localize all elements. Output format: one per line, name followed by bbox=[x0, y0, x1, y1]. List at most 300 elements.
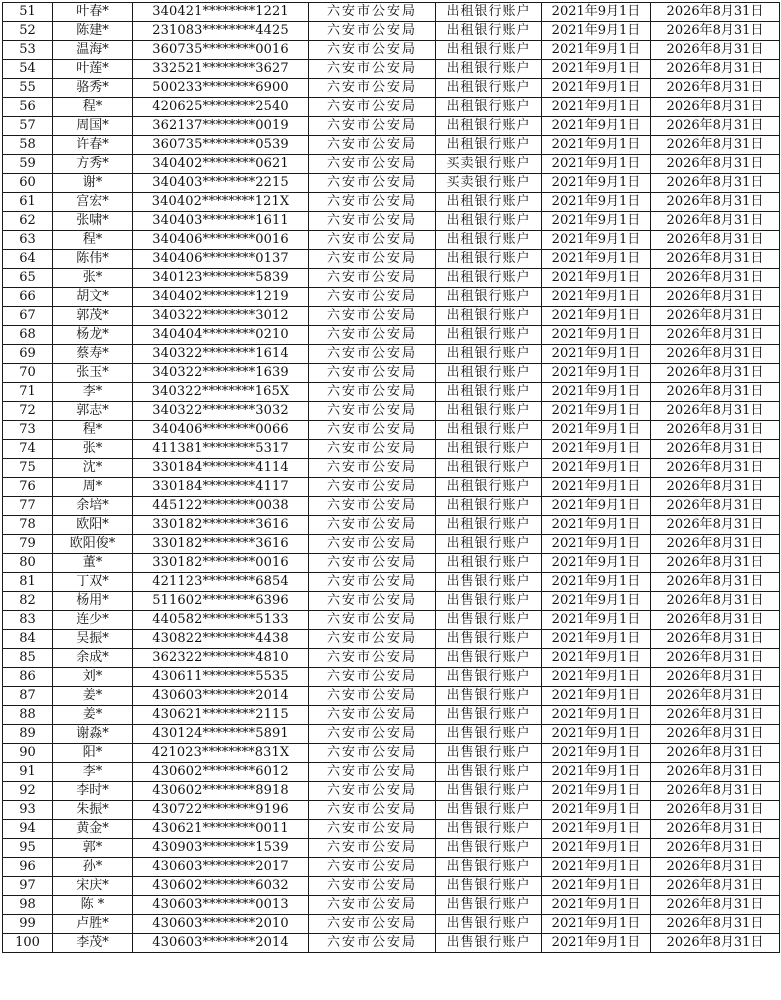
agency-cell: 六安市公安局 bbox=[309, 41, 436, 60]
id-number-cell: 430603********2014 bbox=[133, 687, 309, 706]
table-row bbox=[3, 3, 780, 22]
start-date-cell: 2021年9月1日 bbox=[542, 611, 651, 630]
id-number-cell: 330182********3616 bbox=[133, 516, 309, 535]
id-number-cell: 340406********0066 bbox=[133, 421, 309, 440]
table-row bbox=[3, 459, 780, 478]
end-date-cell: 2026年8月31日 bbox=[651, 535, 780, 554]
agency-cell: 六安市公安局 bbox=[309, 459, 436, 478]
reason-cell: 买卖银行账户 bbox=[436, 155, 542, 174]
end-date-cell: 2026年8月31日 bbox=[651, 706, 780, 725]
agency-cell: 六安市公安局 bbox=[309, 3, 436, 22]
start-date-cell: 2021年9月1日 bbox=[542, 326, 651, 345]
table-row bbox=[3, 668, 780, 687]
row-number-cell: 74 bbox=[3, 440, 53, 459]
reason-cell: 出售银行账户 bbox=[436, 934, 542, 953]
id-number-cell: 421123********6854 bbox=[133, 573, 309, 592]
id-number-cell: 340322********1639 bbox=[133, 364, 309, 383]
row-number-cell: 57 bbox=[3, 117, 53, 136]
table-row bbox=[3, 193, 780, 212]
end-date-cell: 2026年8月31日 bbox=[651, 858, 780, 877]
reason-cell: 出售银行账户 bbox=[436, 763, 542, 782]
end-date-cell: 2026年8月31日 bbox=[651, 231, 780, 250]
name-cell: 许春* bbox=[53, 136, 133, 155]
id-number-cell: 430621********2115 bbox=[133, 706, 309, 725]
id-number-cell: 340322********3032 bbox=[133, 402, 309, 421]
end-date-cell: 2026年8月31日 bbox=[651, 269, 780, 288]
id-number-cell: 430602********6032 bbox=[133, 877, 309, 896]
agency-cell: 六安市公安局 bbox=[309, 573, 436, 592]
id-number-cell: 340406********0016 bbox=[133, 231, 309, 250]
start-date-cell: 2021年9月1日 bbox=[542, 554, 651, 573]
start-date-cell: 2021年9月1日 bbox=[542, 820, 651, 839]
reason-cell: 出售银行账户 bbox=[436, 896, 542, 915]
agency-cell: 六安市公安局 bbox=[309, 687, 436, 706]
start-date-cell: 2021年9月1日 bbox=[542, 896, 651, 915]
row-number-cell: 51 bbox=[3, 3, 53, 22]
reason-cell: 出租银行账户 bbox=[436, 440, 542, 459]
end-date-cell: 2026年8月31日 bbox=[651, 326, 780, 345]
agency-cell: 六安市公安局 bbox=[309, 630, 436, 649]
agency-cell: 六安市公安局 bbox=[309, 326, 436, 345]
id-number-cell: 430611********5535 bbox=[133, 668, 309, 687]
start-date-cell: 2021年9月1日 bbox=[542, 117, 651, 136]
row-number-cell: 53 bbox=[3, 41, 53, 60]
row-number-cell: 87 bbox=[3, 687, 53, 706]
id-number-cell: 411381********5317 bbox=[133, 440, 309, 459]
agency-cell: 六安市公安局 bbox=[309, 22, 436, 41]
end-date-cell: 2026年8月31日 bbox=[651, 516, 780, 535]
name-cell: 杨用* bbox=[53, 592, 133, 611]
row-number-cell: 62 bbox=[3, 212, 53, 231]
table-row bbox=[3, 573, 780, 592]
table-row bbox=[3, 136, 780, 155]
row-number-cell: 56 bbox=[3, 98, 53, 117]
end-date-cell: 2026年8月31日 bbox=[651, 79, 780, 98]
end-date-cell: 2026年8月31日 bbox=[651, 421, 780, 440]
id-number-cell: 430602********8918 bbox=[133, 782, 309, 801]
reason-cell: 出售银行账户 bbox=[436, 801, 542, 820]
row-number-cell: 76 bbox=[3, 478, 53, 497]
agency-cell: 六安市公安局 bbox=[309, 858, 436, 877]
start-date-cell: 2021年9月1日 bbox=[542, 136, 651, 155]
id-number-cell: 340402********0621 bbox=[133, 155, 309, 174]
name-cell: 欧阳俊* bbox=[53, 535, 133, 554]
reason-cell: 出租银行账户 bbox=[436, 288, 542, 307]
table-row bbox=[3, 231, 780, 250]
end-date-cell: 2026年8月31日 bbox=[651, 98, 780, 117]
row-number-cell: 60 bbox=[3, 174, 53, 193]
start-date-cell: 2021年9月1日 bbox=[542, 421, 651, 440]
reason-cell: 出售银行账户 bbox=[436, 706, 542, 725]
table-row bbox=[3, 649, 780, 668]
name-cell: 叶莲* bbox=[53, 60, 133, 79]
table-row bbox=[3, 440, 780, 459]
end-date-cell: 2026年8月31日 bbox=[651, 174, 780, 193]
start-date-cell: 2021年9月1日 bbox=[542, 440, 651, 459]
id-number-cell: 430603********2014 bbox=[133, 934, 309, 953]
agency-cell: 六安市公安局 bbox=[309, 345, 436, 364]
reason-cell: 出售银行账户 bbox=[436, 687, 542, 706]
table-row bbox=[3, 858, 780, 877]
name-cell: 孙* bbox=[53, 858, 133, 877]
table-row bbox=[3, 41, 780, 60]
table-row bbox=[3, 725, 780, 744]
name-cell: 骆秀* bbox=[53, 79, 133, 98]
id-number-cell: 430124********5891 bbox=[133, 725, 309, 744]
table-row bbox=[3, 535, 780, 554]
table-row bbox=[3, 364, 780, 383]
agency-cell: 六安市公安局 bbox=[309, 592, 436, 611]
start-date-cell: 2021年9月1日 bbox=[542, 839, 651, 858]
row-number-cell: 86 bbox=[3, 668, 53, 687]
reason-cell: 出售银行账户 bbox=[436, 592, 542, 611]
start-date-cell: 2021年9月1日 bbox=[542, 478, 651, 497]
id-number-cell: 340404********0210 bbox=[133, 326, 309, 345]
start-date-cell: 2021年9月1日 bbox=[542, 801, 651, 820]
reason-cell: 出租银行账户 bbox=[436, 459, 542, 478]
name-cell: 蔡寿* bbox=[53, 345, 133, 364]
agency-cell: 六安市公安局 bbox=[309, 706, 436, 725]
end-date-cell: 2026年8月31日 bbox=[651, 250, 780, 269]
agency-cell: 六安市公安局 bbox=[309, 668, 436, 687]
id-number-cell: 430621********0011 bbox=[133, 820, 309, 839]
reason-cell: 出租银行账户 bbox=[436, 516, 542, 535]
agency-cell: 六安市公安局 bbox=[309, 801, 436, 820]
table-row bbox=[3, 383, 780, 402]
name-cell: 郭志* bbox=[53, 402, 133, 421]
reason-cell: 出租银行账户 bbox=[436, 117, 542, 136]
id-number-cell: 340421********1221 bbox=[133, 3, 309, 22]
table-body bbox=[3, 3, 780, 953]
reason-cell: 出售银行账户 bbox=[436, 573, 542, 592]
name-cell: 沈* bbox=[53, 459, 133, 478]
name-cell: 程* bbox=[53, 421, 133, 440]
id-number-cell: 330182********0016 bbox=[133, 554, 309, 573]
row-number-cell: 100 bbox=[3, 934, 53, 953]
table-row bbox=[3, 79, 780, 98]
agency-cell: 六安市公安局 bbox=[309, 478, 436, 497]
name-cell: 郭茂* bbox=[53, 307, 133, 326]
reason-cell: 买卖银行账户 bbox=[436, 174, 542, 193]
row-number-cell: 93 bbox=[3, 801, 53, 820]
row-number-cell: 92 bbox=[3, 782, 53, 801]
id-number-cell: 340403********1611 bbox=[133, 212, 309, 231]
table-row bbox=[3, 307, 780, 326]
agency-cell: 六安市公安局 bbox=[309, 231, 436, 250]
table-row bbox=[3, 22, 780, 41]
reason-cell: 出租银行账户 bbox=[436, 60, 542, 79]
reason-cell: 出售银行账户 bbox=[436, 649, 542, 668]
table-row bbox=[3, 630, 780, 649]
row-number-cell: 73 bbox=[3, 421, 53, 440]
agency-cell: 六安市公安局 bbox=[309, 193, 436, 212]
reason-cell: 出售银行账户 bbox=[436, 611, 542, 630]
table-row bbox=[3, 554, 780, 573]
reason-cell: 出租银行账户 bbox=[436, 269, 542, 288]
agency-cell: 六安市公安局 bbox=[309, 288, 436, 307]
agency-cell: 六安市公安局 bbox=[309, 174, 436, 193]
start-date-cell: 2021年9月1日 bbox=[542, 934, 651, 953]
name-cell: 李时* bbox=[53, 782, 133, 801]
agency-cell: 六安市公安局 bbox=[309, 611, 436, 630]
id-number-cell: 445122********0038 bbox=[133, 497, 309, 516]
start-date-cell: 2021年9月1日 bbox=[542, 22, 651, 41]
start-date-cell: 2021年9月1日 bbox=[542, 687, 651, 706]
agency-cell: 六安市公安局 bbox=[309, 364, 436, 383]
id-number-cell: 340123********5839 bbox=[133, 269, 309, 288]
row-number-cell: 82 bbox=[3, 592, 53, 611]
name-cell: 张玉* bbox=[53, 364, 133, 383]
table-row bbox=[3, 839, 780, 858]
reason-cell: 出售银行账户 bbox=[436, 630, 542, 649]
name-cell: 阳* bbox=[53, 744, 133, 763]
id-number-cell: 430602********6012 bbox=[133, 763, 309, 782]
row-number-cell: 85 bbox=[3, 649, 53, 668]
table-row bbox=[3, 155, 780, 174]
start-date-cell: 2021年9月1日 bbox=[542, 706, 651, 725]
row-number-cell: 94 bbox=[3, 820, 53, 839]
name-cell: 吴振* bbox=[53, 630, 133, 649]
reason-cell: 出租银行账户 bbox=[436, 136, 542, 155]
reason-cell: 出售银行账户 bbox=[436, 858, 542, 877]
end-date-cell: 2026年8月31日 bbox=[651, 459, 780, 478]
start-date-cell: 2021年9月1日 bbox=[542, 307, 651, 326]
agency-cell: 六安市公安局 bbox=[309, 269, 436, 288]
table-row bbox=[3, 782, 780, 801]
end-date-cell: 2026年8月31日 bbox=[651, 782, 780, 801]
reason-cell: 出租银行账户 bbox=[436, 497, 542, 516]
name-cell: 杨龙* bbox=[53, 326, 133, 345]
row-number-cell: 79 bbox=[3, 535, 53, 554]
id-number-cell: 430903********1539 bbox=[133, 839, 309, 858]
end-date-cell: 2026年8月31日 bbox=[651, 288, 780, 307]
id-number-cell: 430822********4438 bbox=[133, 630, 309, 649]
table-row bbox=[3, 744, 780, 763]
agency-cell: 六安市公安局 bbox=[309, 402, 436, 421]
id-number-cell: 340402********121X bbox=[133, 193, 309, 212]
start-date-cell: 2021年9月1日 bbox=[542, 782, 651, 801]
name-cell: 程* bbox=[53, 98, 133, 117]
reason-cell: 出租银行账户 bbox=[436, 250, 542, 269]
agency-cell: 六安市公安局 bbox=[309, 421, 436, 440]
id-number-cell: 430603********2017 bbox=[133, 858, 309, 877]
id-number-cell: 340403********2215 bbox=[133, 174, 309, 193]
name-cell: 陈 * bbox=[53, 896, 133, 915]
name-cell: 董* bbox=[53, 554, 133, 573]
start-date-cell: 2021年9月1日 bbox=[542, 573, 651, 592]
id-number-cell: 440582********5133 bbox=[133, 611, 309, 630]
start-date-cell: 2021年9月1日 bbox=[542, 364, 651, 383]
end-date-cell: 2026年8月31日 bbox=[651, 934, 780, 953]
start-date-cell: 2021年9月1日 bbox=[542, 858, 651, 877]
id-number-cell: 340322********165X bbox=[133, 383, 309, 402]
start-date-cell: 2021年9月1日 bbox=[542, 516, 651, 535]
punishment-list-sheet bbox=[2, 2, 779, 998]
id-number-cell: 511602********6396 bbox=[133, 592, 309, 611]
end-date-cell: 2026年8月31日 bbox=[651, 592, 780, 611]
start-date-cell: 2021年9月1日 bbox=[542, 231, 651, 250]
id-number-cell: 340402********1219 bbox=[133, 288, 309, 307]
id-number-cell: 231083********4425 bbox=[133, 22, 309, 41]
start-date-cell: 2021年9月1日 bbox=[542, 915, 651, 934]
start-date-cell: 2021年9月1日 bbox=[542, 592, 651, 611]
name-cell: 宋庆* bbox=[53, 877, 133, 896]
row-number-cell: 84 bbox=[3, 630, 53, 649]
row-number-cell: 61 bbox=[3, 193, 53, 212]
start-date-cell: 2021年9月1日 bbox=[542, 174, 651, 193]
start-date-cell: 2021年9月1日 bbox=[542, 383, 651, 402]
row-number-cell: 64 bbox=[3, 250, 53, 269]
name-cell: 张* bbox=[53, 440, 133, 459]
id-number-cell: 430722********9196 bbox=[133, 801, 309, 820]
end-date-cell: 2026年8月31日 bbox=[651, 801, 780, 820]
name-cell: 姜* bbox=[53, 687, 133, 706]
agency-cell: 六安市公安局 bbox=[309, 744, 436, 763]
reason-cell: 出租银行账户 bbox=[436, 22, 542, 41]
start-date-cell: 2021年9月1日 bbox=[542, 79, 651, 98]
id-number-cell: 340322********3012 bbox=[133, 307, 309, 326]
agency-cell: 六安市公安局 bbox=[309, 649, 436, 668]
reason-cell: 出租银行账户 bbox=[436, 231, 542, 250]
name-cell: 丁双* bbox=[53, 573, 133, 592]
name-cell: 李* bbox=[53, 763, 133, 782]
start-date-cell: 2021年9月1日 bbox=[542, 345, 651, 364]
end-date-cell: 2026年8月31日 bbox=[651, 136, 780, 155]
id-number-cell: 500233********6900 bbox=[133, 79, 309, 98]
end-date-cell: 2026年8月31日 bbox=[651, 22, 780, 41]
name-cell: 余成* bbox=[53, 649, 133, 668]
name-cell: 谢* bbox=[53, 174, 133, 193]
reason-cell: 出售银行账户 bbox=[436, 725, 542, 744]
table-row bbox=[3, 611, 780, 630]
start-date-cell: 2021年9月1日 bbox=[542, 269, 651, 288]
id-number-cell: 332521********3627 bbox=[133, 60, 309, 79]
id-number-cell: 360735********0539 bbox=[133, 136, 309, 155]
table-row bbox=[3, 896, 780, 915]
reason-cell: 出租银行账户 bbox=[436, 326, 542, 345]
id-number-cell: 330182********3616 bbox=[133, 535, 309, 554]
agency-cell: 六安市公安局 bbox=[309, 839, 436, 858]
start-date-cell: 2021年9月1日 bbox=[542, 98, 651, 117]
start-date-cell: 2021年9月1日 bbox=[542, 250, 651, 269]
row-number-cell: 96 bbox=[3, 858, 53, 877]
table-row bbox=[3, 60, 780, 79]
table-row bbox=[3, 706, 780, 725]
agency-cell: 六安市公安局 bbox=[309, 250, 436, 269]
name-cell: 陈建* bbox=[53, 22, 133, 41]
reason-cell: 出租银行账户 bbox=[436, 554, 542, 573]
row-number-cell: 99 bbox=[3, 915, 53, 934]
id-number-cell: 362322********4810 bbox=[133, 649, 309, 668]
start-date-cell: 2021年9月1日 bbox=[542, 649, 651, 668]
end-date-cell: 2026年8月31日 bbox=[651, 212, 780, 231]
table-row bbox=[3, 877, 780, 896]
name-cell: 李茂* bbox=[53, 934, 133, 953]
table-row bbox=[3, 326, 780, 345]
table-row bbox=[3, 212, 780, 231]
start-date-cell: 2021年9月1日 bbox=[542, 763, 651, 782]
end-date-cell: 2026年8月31日 bbox=[651, 630, 780, 649]
row-number-cell: 77 bbox=[3, 497, 53, 516]
reason-cell: 出租银行账户 bbox=[436, 402, 542, 421]
name-cell: 郭* bbox=[53, 839, 133, 858]
table-row bbox=[3, 250, 780, 269]
row-number-cell: 66 bbox=[3, 288, 53, 307]
name-cell: 叶春* bbox=[53, 3, 133, 22]
end-date-cell: 2026年8月31日 bbox=[651, 687, 780, 706]
end-date-cell: 2026年8月31日 bbox=[651, 193, 780, 212]
table-row bbox=[3, 592, 780, 611]
reason-cell: 出租银行账户 bbox=[436, 535, 542, 554]
name-cell: 卢胜* bbox=[53, 915, 133, 934]
id-number-cell: 420625********2540 bbox=[133, 98, 309, 117]
name-cell: 温海* bbox=[53, 41, 133, 60]
name-cell: 朱振* bbox=[53, 801, 133, 820]
row-number-cell: 58 bbox=[3, 136, 53, 155]
end-date-cell: 2026年8月31日 bbox=[651, 554, 780, 573]
row-number-cell: 80 bbox=[3, 554, 53, 573]
reason-cell: 出租银行账户 bbox=[436, 345, 542, 364]
table-row bbox=[3, 421, 780, 440]
start-date-cell: 2021年9月1日 bbox=[542, 459, 651, 478]
start-date-cell: 2021年9月1日 bbox=[542, 155, 651, 174]
end-date-cell: 2026年8月31日 bbox=[651, 763, 780, 782]
table-row bbox=[3, 288, 780, 307]
name-cell: 刘* bbox=[53, 668, 133, 687]
end-date-cell: 2026年8月31日 bbox=[651, 820, 780, 839]
table-row bbox=[3, 117, 780, 136]
end-date-cell: 2026年8月31日 bbox=[651, 155, 780, 174]
end-date-cell: 2026年8月31日 bbox=[651, 41, 780, 60]
end-date-cell: 2026年8月31日 bbox=[651, 896, 780, 915]
agency-cell: 六安市公安局 bbox=[309, 725, 436, 744]
reason-cell: 出售银行账户 bbox=[436, 820, 542, 839]
row-number-cell: 71 bbox=[3, 383, 53, 402]
row-number-cell: 90 bbox=[3, 744, 53, 763]
row-number-cell: 98 bbox=[3, 896, 53, 915]
table-row bbox=[3, 801, 780, 820]
id-number-cell: 360735********0016 bbox=[133, 41, 309, 60]
table-row bbox=[3, 98, 780, 117]
reason-cell: 出售银行账户 bbox=[436, 744, 542, 763]
start-date-cell: 2021年9月1日 bbox=[542, 630, 651, 649]
name-cell: 张啸* bbox=[53, 212, 133, 231]
agency-cell: 六安市公安局 bbox=[309, 934, 436, 953]
start-date-cell: 2021年9月1日 bbox=[542, 288, 651, 307]
reason-cell: 出租银行账户 bbox=[436, 79, 542, 98]
name-cell: 黄金* bbox=[53, 820, 133, 839]
row-number-cell: 83 bbox=[3, 611, 53, 630]
name-cell: 陈伟* bbox=[53, 250, 133, 269]
agency-cell: 六安市公安局 bbox=[309, 117, 436, 136]
name-cell: 宫宏* bbox=[53, 193, 133, 212]
table-row bbox=[3, 820, 780, 839]
reason-cell: 出租银行账户 bbox=[436, 478, 542, 497]
row-number-cell: 78 bbox=[3, 516, 53, 535]
row-number-cell: 81 bbox=[3, 573, 53, 592]
end-date-cell: 2026年8月31日 bbox=[651, 877, 780, 896]
start-date-cell: 2021年9月1日 bbox=[542, 41, 651, 60]
row-number-cell: 88 bbox=[3, 706, 53, 725]
row-number-cell: 69 bbox=[3, 345, 53, 364]
row-number-cell: 67 bbox=[3, 307, 53, 326]
end-date-cell: 2026年8月31日 bbox=[651, 573, 780, 592]
end-date-cell: 2026年8月31日 bbox=[651, 60, 780, 79]
id-number-cell: 340322********1614 bbox=[133, 345, 309, 364]
agency-cell: 六安市公安局 bbox=[309, 877, 436, 896]
reason-cell: 出租银行账户 bbox=[436, 3, 542, 22]
row-number-cell: 72 bbox=[3, 402, 53, 421]
